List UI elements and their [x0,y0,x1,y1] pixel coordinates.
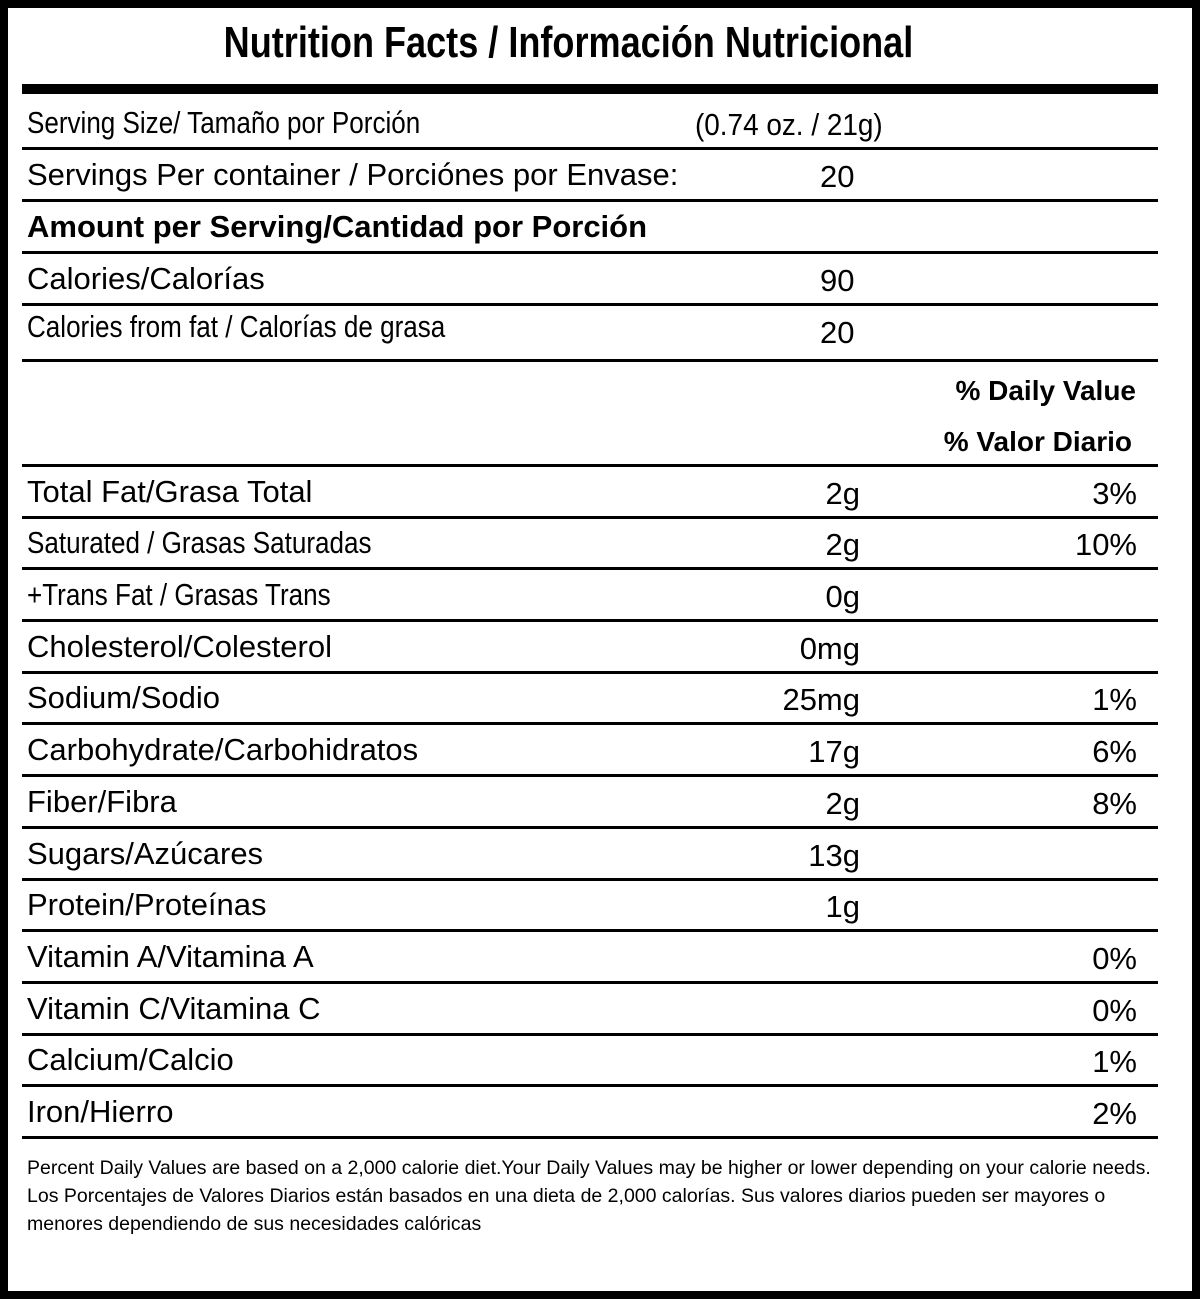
nutrient-daily-value: 10% [1074,527,1137,563]
nutrient-daily-value: 3% [1092,475,1137,511]
serving-size-value: (0.74 oz. / 21g) [695,107,883,142]
daily-value-header-es: % Valor Diario [943,426,1132,457]
nutrient-row [22,516,1158,571]
nutrient-row [22,981,1158,1036]
nutrient-label: Calcium/Calcio [27,1042,234,1078]
label-title [0,18,1136,68]
nutrient-label: Sugars/Azúcares [27,835,264,871]
nutrient-amount: 0g [825,579,860,615]
calories-from-fat-row [22,303,1158,362]
servings-per-container-row [22,147,1158,202]
nutrient-label: +Trans Fat / Grasas Trans [27,577,331,613]
nutrient-daily-value: 6% [1092,734,1137,770]
calories-label: Calories/Calorías [27,261,265,296]
nutrient-row [22,1084,1158,1139]
nutrient-daily-value: 2% [1092,1096,1137,1132]
nutrient-row [22,671,1158,726]
serving-size-label: Serving Size/ Tamaño por Porción [27,105,421,140]
nutrient-label: Vitamin A/Vitamina A [27,938,314,974]
nutrient-label: Fiber/Fibra [27,783,177,819]
amount-per-serving-row [22,199,1158,254]
nutrient-label: Cholesterol/Colesterol [27,628,332,664]
nutrient-label: Vitamin C/Vitamina C [27,990,321,1026]
nutrient-label: Carbohydrate/Carbohidratos [27,732,419,768]
nutrient-daily-value: 0% [1092,940,1137,976]
nutrient-row [22,878,1158,933]
nutrient-amount: 1g [825,889,860,925]
nutrient-label: Sodium/Sodio [27,680,221,716]
nutrient-row [22,826,1158,881]
nutrient-amount: 17g [808,734,860,770]
footnote-en: Percent Daily Values are based on a 2,000 calorie diet.Your Daily Values may be higher or lower depending on your calorie needs. [27,1157,1151,1179]
nutrient-amount: 25mg [782,682,860,718]
serving-size-row [22,94,1158,150]
nutrient-amount: 2g [825,527,860,563]
nutrient-row [22,929,1158,984]
nutrient-row [22,619,1158,674]
daily-value-header-en: % Daily Value [955,375,1136,406]
servings-per-container-label: Servings Per container / Porciónes por Envase: [27,157,679,192]
nutrient-daily-value: 0% [1092,992,1137,1028]
nutrient-label: Protein/Proteínas [27,887,267,923]
calories-from-fat-value: 20 [820,315,855,350]
footnote [27,1154,1167,1238]
nutrient-row [22,567,1158,622]
nutrient-daily-value: 1% [1092,1044,1137,1080]
calories-row [22,251,1158,306]
nutrient-label: Total Fat/Grasa Total [27,473,313,509]
nutrient-row [22,464,1158,519]
servings-per-container-value: 20 [820,159,855,194]
calories-value: 90 [820,263,855,298]
thick-divider [22,84,1158,94]
nutrient-row [22,723,1158,778]
nutrient-amount: 2g [825,785,860,821]
nutrient-row [22,1033,1158,1088]
title-text: Nutrition Facts / Información Nutricional [223,18,913,67]
daily-value-header-row [22,359,1158,467]
nutrient-daily-value: 1% [1092,682,1137,718]
nutrient-label: Iron/Hierro [27,1094,174,1130]
nutrient-amount: 13g [808,837,860,873]
nutrient-amount: 0mg [799,630,860,666]
nutrient-daily-value: 8% [1092,785,1137,821]
amount-per-serving-heading: Amount per Serving/Cantidad por Porción [27,209,648,244]
footnote-es: Los Porcentajes de Valores Diarios están basados en una dieta de 2,000 calorías. Sus valores diarios pueden ser mayores o menores dependiendo de sus necesidades calóricas [27,1185,1106,1235]
nutrient-row [22,774,1158,829]
nutrient-amount: 2g [825,475,860,511]
calories-from-fat-label: Calories from fat / Calorías de grasa [27,309,446,344]
nutrient-label: Saturated / Grasas Saturadas [27,525,372,561]
